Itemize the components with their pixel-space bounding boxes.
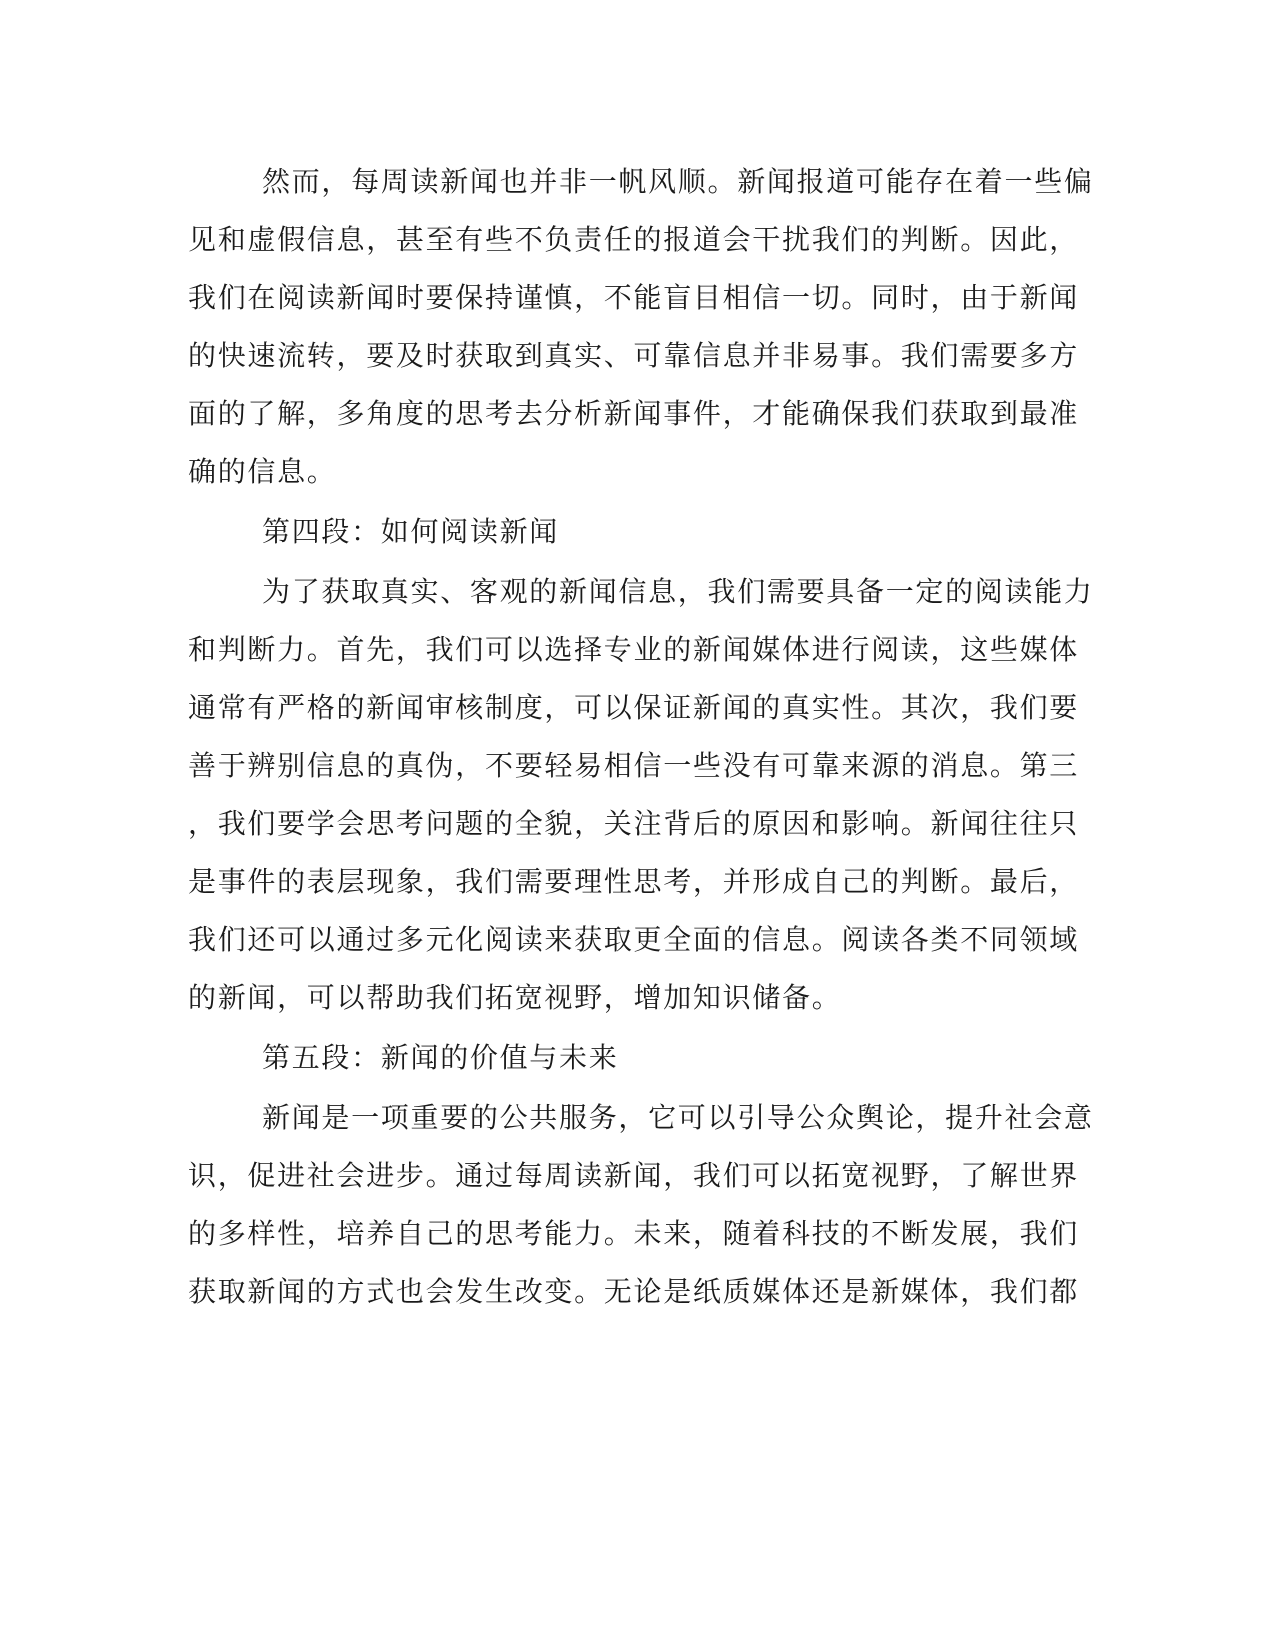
paragraph-3-line-3: 我们在阅读新闻时要保持谨慎，不能盲目相信一切。同时，由于新闻 (188, 281, 1080, 314)
paragraph-3-line-6: 确的信息。 (188, 455, 337, 488)
paragraph-5-line-3: 的多样性，培养自己的思考能力。未来，随着科技的不断发展，我们 (188, 1217, 1080, 1250)
paragraph-4-line-4: 善于辨别信息的真伪，不要轻易相信一些没有可靠来源的消息。第三 (188, 749, 1080, 782)
paragraph-3-line-1: 然而，每周读新闻也并非一帆风顺。新闻报道可能存在着一些偏 (262, 165, 1094, 198)
paragraph-3-line-5: 面的了解，多角度的思考去分析新闻事件，才能确保我们获取到最准 (188, 397, 1080, 430)
paragraph-5-line-2: 识，促进社会进步。通过每周读新闻，我们可以拓宽视野，了解世界 (188, 1159, 1080, 1192)
paragraph-3-line-4: 的快速流转，要及时获取到真实、可靠信息并非易事。我们需要多方 (188, 339, 1080, 372)
paragraph-4-line-5: ，我们要学会思考问题的全貌，关注背后的原因和影响。新闻往往只 (188, 807, 1080, 840)
paragraph-4-line-2: 和判断力。首先，我们可以选择专业的新闻媒体进行阅读，这些媒体 (188, 633, 1080, 666)
paragraph-3-line-2: 见和虚假信息，甚至有些不负责任的报道会干扰我们的判断。因此， (188, 223, 1080, 256)
paragraph-4-line-8: 的新闻，可以帮助我们拓宽视野，增加知识储备。 (188, 981, 842, 1014)
section-4-heading: 第四段：如何阅读新闻 (262, 515, 560, 548)
paragraph-4-line-1: 为了获取真实、客观的新闻信息，我们需要具备一定的阅读能力 (262, 575, 1094, 608)
paragraph-4-line-6: 是事件的表层现象，我们需要理性思考，并形成自己的判断。最后， (188, 865, 1080, 898)
paragraph-5-line-4: 获取新闻的方式也会发生改变。无论是纸质媒体还是新媒体，我们都 (188, 1275, 1080, 1308)
paragraph-4-line-7: 我们还可以通过多元化阅读来获取更全面的信息。阅读各类不同领域 (188, 923, 1080, 956)
paragraph-4-line-3: 通常有严格的新闻审核制度，可以保证新闻的真实性。其次，我们要 (188, 691, 1080, 724)
paragraph-5-line-1: 新闻是一项重要的公共服务，它可以引导公众舆论，提升社会意 (262, 1101, 1094, 1134)
section-5-heading: 第五段：新闻的价值与未来 (262, 1041, 619, 1074)
